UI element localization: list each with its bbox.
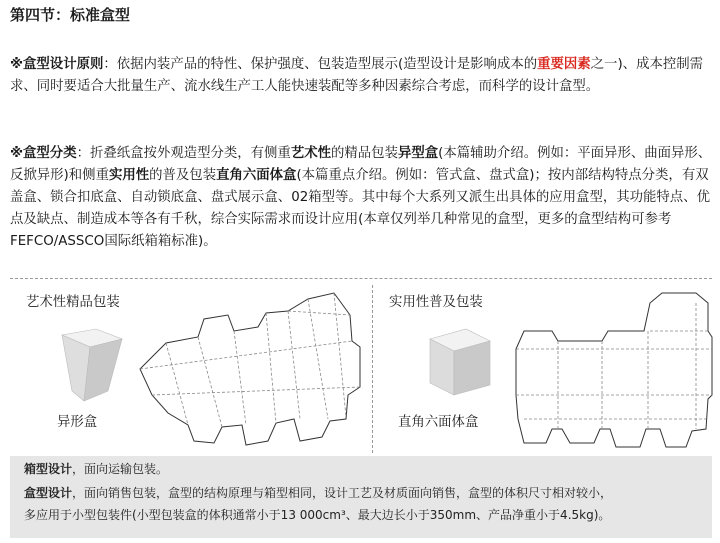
cube-box-icon — [428, 327, 492, 397]
irregular-box-icon — [60, 329, 124, 401]
classification-t2: 的精品包装 — [331, 146, 398, 161]
classification-b1: 艺术性 — [290, 146, 332, 161]
left-figure-title: 艺术性精品包装 — [26, 295, 120, 310]
note-label-2: 盒型设计 — [24, 486, 73, 500]
note-line-1 — [24, 460, 168, 478]
note-line-2 — [24, 484, 612, 502]
principle-highlight: 重要因素 — [537, 57, 591, 72]
figure-divider — [372, 285, 373, 453]
figure-panel — [10, 278, 712, 458]
classification-t4: 的普及包装 — [149, 168, 217, 183]
note-line-3: 多应用于小型包装件(小型包装盒的体积通常小于13 000cm³、最大边长小于350mm、产品净重小于4.5kg)。 — [24, 508, 611, 522]
principle-marker: ※盒型设计原则 — [10, 57, 104, 72]
left-figure-caption: 异形盒 — [57, 415, 98, 430]
classification-b4: 直角六面体盒 — [216, 168, 297, 183]
right-figure-caption: 直角六面体盒 — [398, 415, 479, 430]
classification-t1: ：折叠纸盒按外观造型分类，有侧重 — [76, 146, 291, 161]
note-text-2: ，面向销售包装，盒型的结构原理与箱型相同，设计工艺及材质面向销售，盒型的体积尺寸相对较小， — [72, 486, 613, 500]
irregular-box-dieline — [138, 291, 364, 449]
classification-t3: (本篇辅助介绍。例如：平面异形、曲面异形、反掀异形)和侧重 — [10, 146, 712, 183]
section-title: 第四节：标准盒型 — [10, 6, 131, 24]
right-figure-title: 实用性普及包装 — [389, 295, 483, 310]
classification-b3: 实用性 — [108, 168, 150, 183]
classification-paragraph — [10, 143, 712, 253]
classification-b2: 异型盒 — [397, 146, 439, 161]
notes-box — [10, 456, 712, 538]
classification-t5: (本篇重点介绍。例如：管式盒、盘式盒)；按内部结构特点分类，有双盖盒、锁合扣底盒、自动锁底盒、盘式展示盒、02箱型等。其中每个大系列又派生出具体的应用盒型，其功能特点、优点及缺点、制造成本等各有千秋，综合实际需求而设计应用(本章仅列举几种常见的盒型，更多的盒型结构可参考FEFCO/ASSCO国际纸箱箱标准)。 — [10, 168, 710, 249]
note-label-1: 箱型设计 — [24, 462, 73, 476]
note-text-1: ，面向运输包装。 — [72, 462, 169, 476]
principle-text-a: ：依据内装产品的特性、保护强度、包装造型展示(造型设计是影响成本的 — [103, 57, 538, 72]
design-principle-paragraph — [10, 54, 712, 98]
principle-text-b: 之一)、成本控制需求、同时要适合大批量生产、流水线生产工人能快速装配等多种因素综合考虑，而科学的设计盒型。 — [10, 57, 704, 94]
cube-box-dieline — [512, 291, 714, 449]
classification-marker: ※盒型分类 — [10, 146, 77, 161]
